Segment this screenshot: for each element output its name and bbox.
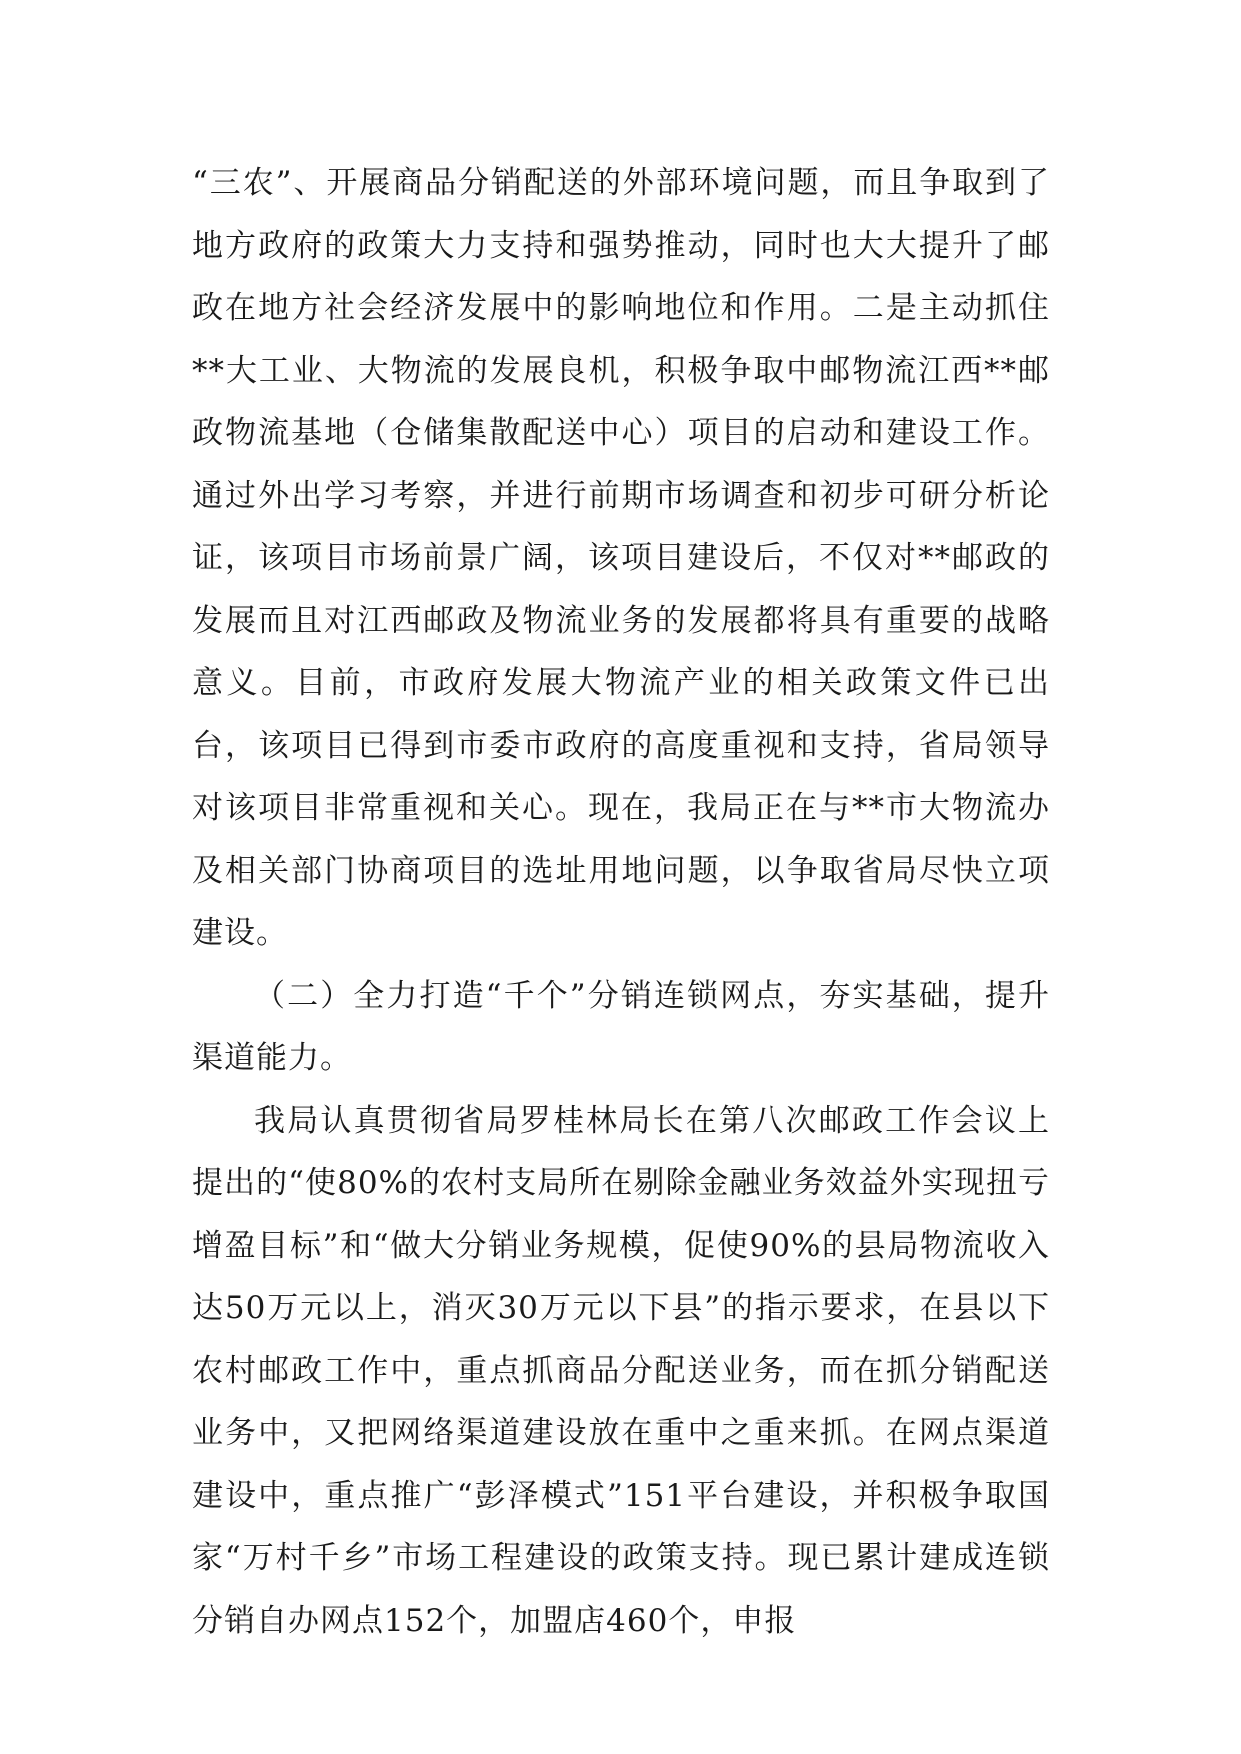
paragraph-continuation: “三农”、开展商品分销配送的外部环境问题，而且争取到了地方政府的政策大力支持和强势推动，同时也大大提升了邮政在地方社会经济发展中的影响地位和作用。二是主动抓住**大工业、大物流的发展良机，积极争取中邮物流江西**邮政物流基地（仓储集散配送中心）项目的启动和建设工作。通过外出学习考察，并进行前期市场调查和初步可研分析论证，该项目市场前景广阔，该项目建设后，不仅对**邮政的发展而且对江西邮政及物流业务的发展都将具有重要的战略意义。目前，市政府发展大物流产业的相关政策文件已出台，该项目已得到市委市政府的高度重视和支持，省局领导对该项目非常重视和关心。现在，我局正在与**市大物流办及相关部门协商项目的选址用地问题，以争取省局尽快立项建设。 [192,165,1050,951]
section-heading: （二）全力打造“千个”分销连锁网点，夯实基础，提升渠道能力。 [192,977,1050,1076]
paragraph-body: 我局认真贯彻省局罗桂林局长在第八次邮政工作会议上提出的“使80%的农村支局所在剔除金融业务效益外实现扭亏增盈目标”和“做大分销业务规模，促使90%的县局物流收入达50万元以上，消灭30万元以下县”的指示要求，在县以下农村邮政工作中，重点抓商品分配送业务，而在抓分销配送业务中，又把网络渠道建设放在重中之重来抓。在网点渠道建设中，重点推广“彭泽模式”151平台建设，并积极争取国家“万村千乡”市场工程建设的政策支持。现已累计建成连锁分销自办网点152个，加盟店460个，申报 [192,1102,1050,1639]
document-body [192,152,1050,1652]
